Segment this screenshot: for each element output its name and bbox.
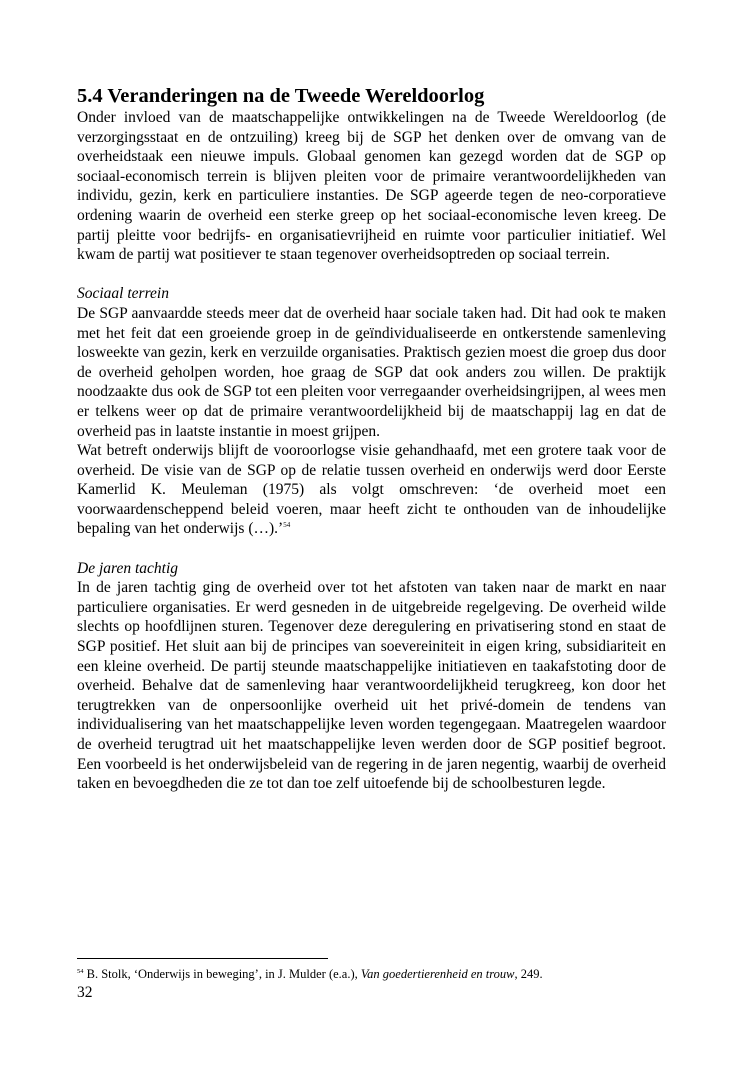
page-number: 32	[77, 984, 93, 1001]
footnote-text-after: , 249.	[514, 967, 543, 981]
sociaal-paragraph-2-text: Wat betreft onderwijs blijft de vooroorlogse visie gehandhaafd, met een grotere taak voor de overheid. De visie van de SGP op de relatie tussen overheid en onderwijs werd door Eerste Kamerlid K. Meuleman (1975) als volgt omschreven: ‘de overheid moet een voorwaardenscheppend beleid voeren, maar heeft zicht te onthouden van de inhoudelijke bepaling van het onderwijs (…).’	[77, 442, 666, 538]
intro-paragraph: Onder invloed van de maatschappelijke ontwikkelingen na de Tweede Wereldoorlog (de verzorgingsstaat en de ontzuiling) kreeg bij de SGP het denken over de omvang van de overheidstaak een nieuwe impuls. Globaal genomen kan gezegd worden dat de SGP op sociaal-economisch terrein is blijven pleiten voor de primaire verantwoordelijkheden van individu, gezin, kerk en particuliere instanties. De SGP ageerde tegen de neo-corporatieve ordening waarin de overheid een sterke greep op het sociaal-economische leven kreeg. De partij pleitte voor bedrijfs- en organisatievrijheid en ruimte voor particulier initiatief. Wel kwam de partij wat positiever te staan tegenover overheidsoptreden op sociaal terrein.	[77, 109, 666, 264]
tachtig-paragraph: In de jaren tachtig ging de overheid over tot het afstoten van taken naar de markt en naar particuliere organisaties. Er werd gesneden in de uitgebreide regelgeving. De overheid wilde slechts op hoofdlijnen sturen. Tegenover deze deregulering en privatisering stond en staat de SGP positief. Het sluit aan bij de principes van soevereiniteit in eigen kring, subsidiariteit en een kleine overheid. De partij steunde maatschappelijke initiatieven en taakafstoting door de overheid. Behalve dat de samenleving haar verantwoordelijkheid terugkreeg, kon door het terugtrekken van de onpersoonlijke overheid uit het privé-domein de tendens van individualisering van het maatschappelijke leven worden tegengegaan. Maatregelen waardoor de overheid terugtrad uit het maatschappelijke leven werden door de SGP positief begroot. Een voorbeeld is het onderwijsbeleid van de regering in de jaren negentig, waarbij de overheid taken en bevoegdheden die ze tot dan toe zelf uitoefende bij de schoolbesturen legde.	[77, 579, 666, 793]
sociaal-paragraph-2	[77, 441, 666, 539]
subheading-jaren-tachtig: De jaren tachtig	[77, 559, 179, 577]
subheading-sociaal-terrein: Sociaal terrein	[77, 285, 169, 303]
sociaal-paragraph-1: De SGP aanvaardde steeds meer dat de overheid haar sociale taken had. Dit had ook te maken met het feit dat een groeiende groep in de geïndividualiseerde en ontkerstende samenleving losweekte van gezin, kerk en verzuilde organisaties. Praktisch gezien moest die groep dus door de overheid geholpen worden, hoe graag de SGP dat ook anders zou willen. De praktijk noodzaakte dus ook de SGP tot een pleiten voor verregaander overheidsingrijpen, al wees men er telkens weer op dat de primaire verantwoordelijkheid bij de maatschappij lag en dat de overheid pas in laatste instantie in moest grijpen.	[77, 304, 666, 440]
footnote-book-title: Van goedertierenheid en trouw	[360, 967, 515, 981]
section-heading: 5.4 Veranderingen na de Tweede Wereldoorlog	[77, 85, 485, 107]
footnote-number: 54	[77, 967, 84, 975]
footnote-reference: 54	[283, 521, 291, 530]
page-body	[77, 84, 666, 794]
footnote-rule	[77, 958, 328, 959]
footnote	[77, 966, 677, 982]
footnote-text-before: B. Stolk, ‘Onderwijs in beweging’, in J. Mulder (e.a.),	[83, 967, 361, 981]
